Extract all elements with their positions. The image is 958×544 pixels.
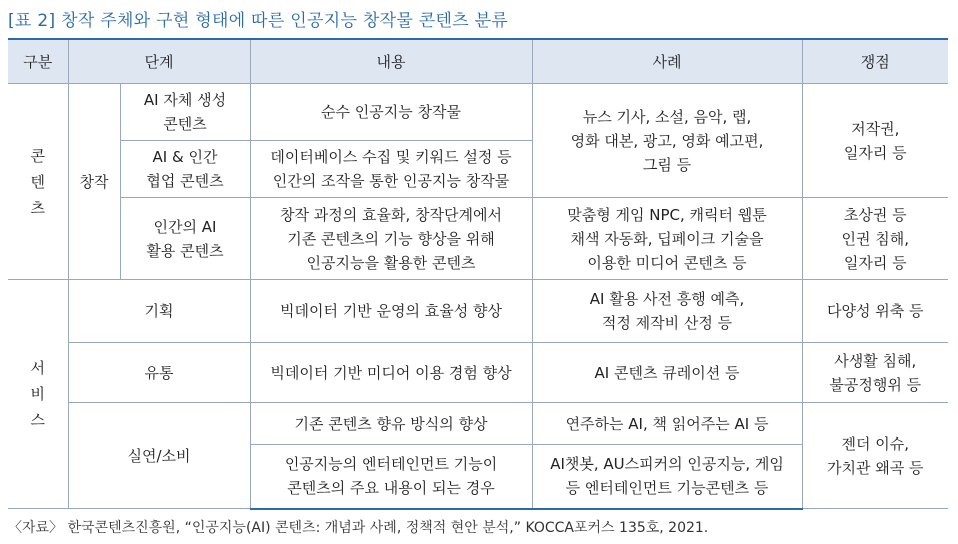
header-category: 구분 [8, 39, 68, 84]
content-cell: 빅데이터 기반 운영의 효율성 향상 [250, 280, 532, 343]
group-service: 서 비 스 [8, 280, 68, 509]
table-row [8, 84, 948, 141]
example-cell: AI 활용 사전 흥행 예측, 적정 제작비 산정 등 [532, 280, 802, 343]
stage-cell: 기획 [68, 280, 250, 343]
example-cell: AI챗봇, AU스피커의 인공지능, 게임 등 엔터테인먼트 기능콘텐츠 등 [532, 445, 802, 509]
table-title: [표 2] 창작 주체와 구현 형태에 따른 인공지능 창작물 콘텐츠 분류 [8, 11, 509, 31]
group-contents: 콘 텐 츠 [8, 84, 68, 280]
table-row [8, 403, 948, 445]
header-content: 내용 [250, 39, 532, 84]
issue-cell: 초상권 등 인권 침해, 일자리 등 [802, 198, 948, 280]
header-row [8, 39, 948, 84]
stage-cell: 인간의 AI 활용 콘텐츠 [120, 198, 250, 280]
table-row [8, 280, 948, 343]
table-row [8, 198, 948, 280]
content-cell: 데이터베이스 수집 및 키워드 설정 등 인간의 조작을 통한 인공지능 창작물 [250, 141, 532, 198]
issue-cell: 사생활 침해, 불공정행위 등 [802, 343, 948, 403]
example-cell: 맞춤형 게임 NPC, 캐릭터 웹툰 채색 자동화, 딥페이크 기술을 이용한 미디어 콘텐츠 등 [532, 198, 802, 280]
table-row [8, 343, 948, 403]
issue-cell: 저작권, 일자리 등 [802, 84, 948, 198]
issue-cell: 젠더 이슈, 가치관 왜곡 등 [802, 403, 948, 509]
example-cell: AI 콘텐츠 큐레이션 등 [532, 343, 802, 403]
stage-cell: 유통 [68, 343, 250, 403]
header-example: 사례 [532, 39, 802, 84]
stage-cell: 실연/소비 [68, 403, 250, 509]
source-note: 〈자료〉 한국콘텐츠진흥원, “인공지능(AI) 콘텐츠: 개념과 사례, 정책적 현안 분석,” KOCCA포커스 135호, 2021. [8, 520, 709, 536]
example-cell: 연주하는 AI, 책 읽어주는 AI 등 [532, 403, 802, 445]
content-cell: 순수 인공지능 창작물 [250, 84, 532, 141]
content-cell: 인공지능의 엔터테인먼트 기능이 콘텐츠의 주요 내용이 되는 경우 [250, 445, 532, 509]
issue-cell: 다양성 위축 등 [802, 280, 948, 343]
header-issue: 쟁점 [802, 39, 948, 84]
group-creation: 창작 [68, 84, 120, 280]
stage-cell: AI & 인간 협업 콘텐츠 [120, 141, 250, 198]
header-stage: 단계 [68, 39, 250, 84]
classification-table [8, 38, 948, 510]
content-cell: 빅데이터 기반 미디어 이용 경험 향상 [250, 343, 532, 403]
content-cell: 기존 콘텐츠 향유 방식의 향상 [250, 403, 532, 445]
example-cell: 뉴스 기사, 소설, 음악, 랩, 영화 대본, 광고, 영화 예고편, 그림 등 [532, 84, 802, 198]
stage-cell: AI 자체 생성 콘텐츠 [120, 84, 250, 141]
content-cell: 창작 과정의 효율화, 창작단계에서 기존 콘텐츠의 기능 향상을 위해 인공지능을 활용한 콘텐츠 [250, 198, 532, 280]
